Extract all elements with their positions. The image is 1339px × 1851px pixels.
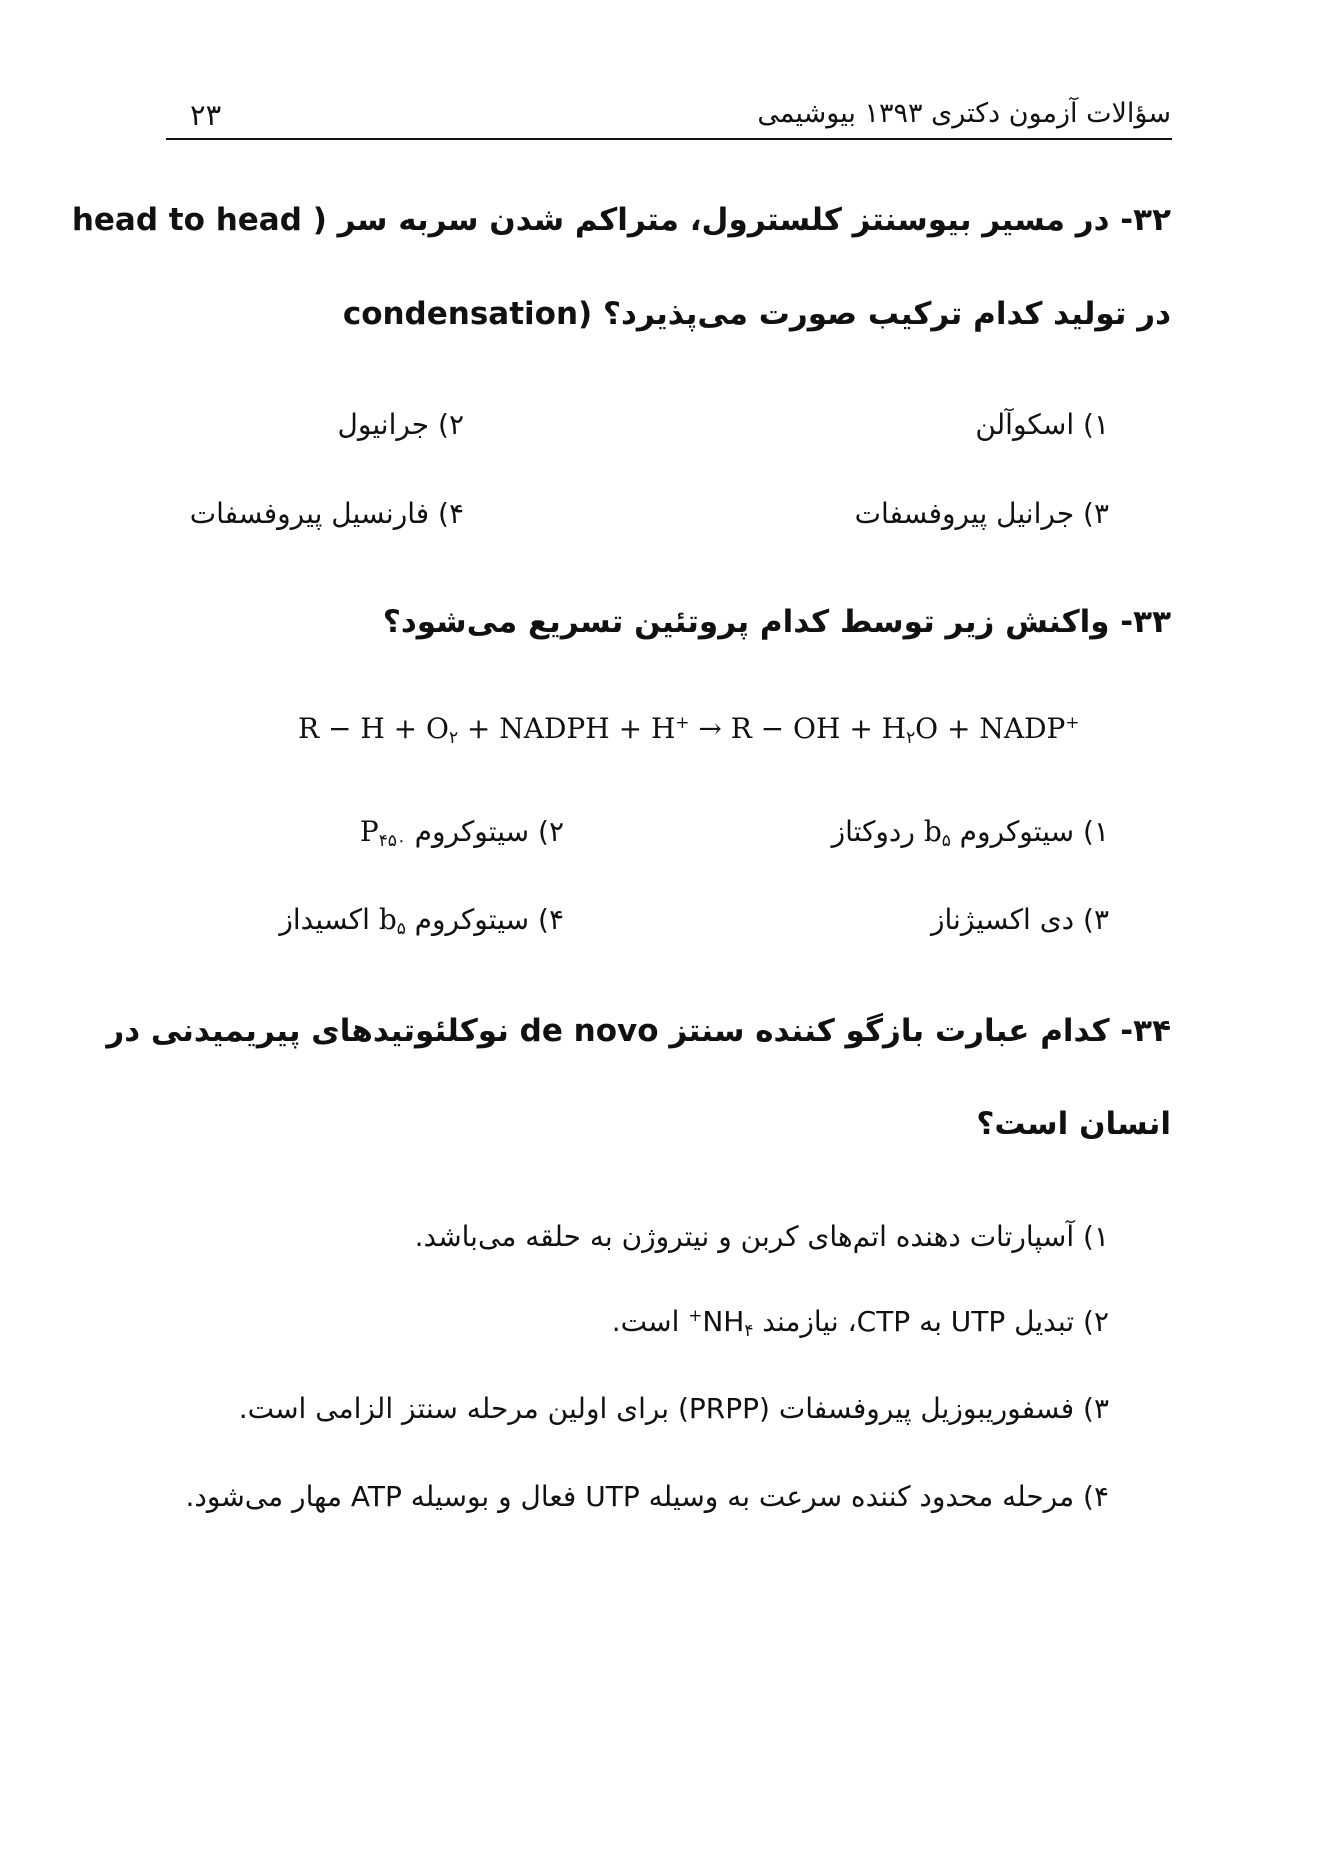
question-32-option-4: ۴) فارنسیل پیروفسفات <box>189 497 464 530</box>
option-text-after: اکسیداز <box>279 903 379 936</box>
question-33-option-1 <box>832 815 1109 850</box>
equation-part-2: + NADPH + H <box>458 712 676 745</box>
equation-part-3: R − OH + H <box>730 712 907 745</box>
option-text-after: ردوکتاز <box>831 815 924 848</box>
option-latin: b <box>378 903 397 936</box>
equation-part-4: O + NADP <box>915 712 1066 745</box>
option-latin: P <box>359 815 379 848</box>
option-text-after: است. <box>611 1305 689 1338</box>
question-33-line-1: ۳۳- واکنش زیر توسط کدام پروتئین تسریع می‌شود؟ <box>382 604 1171 640</box>
question-32-option-1: ۱) اسکوآلن <box>975 408 1109 441</box>
equation-subscript-1: ۲ <box>448 727 458 747</box>
equation-part-1: R − H + O <box>298 712 449 745</box>
question-34-option-2 <box>612 1305 1109 1340</box>
option-subscript: ۴ <box>744 1320 754 1340</box>
option-text: ۴) سیتوکروم <box>405 903 564 936</box>
option-subscript: ۵ <box>396 918 406 938</box>
question-34-line-1: ۳۴- کدام عبارت بازگو کننده سنتز de novo نوکلئوتیدهای پیریمیدنی در <box>106 1013 1171 1049</box>
question-32-line-1: ۳۲- در مسیر بیوسنتز کلسترول، متراکم شدن سربه سر ( head to head <box>71 202 1171 238</box>
question-33-option-2 <box>360 815 564 850</box>
page-header-title: سؤالات آزمون دکتری ۱۳۹۳ بیوشیمی <box>757 98 1171 129</box>
question-32-option-3: ۳) جرانیل پیروفسفات <box>854 497 1109 530</box>
option-text: ۲) تبدیل UTP به CTP، نیازمند NH <box>702 1305 1109 1338</box>
question-32-line-2: condensation) در تولید کدام ترکیب صورت می‌پذیرد؟ <box>342 296 1171 332</box>
option-latin: b <box>923 815 942 848</box>
question-34-line-2: انسان است؟ <box>976 1106 1171 1142</box>
question-33-option-4 <box>279 903 564 938</box>
question-32-option-2: ۲) جرانیول <box>337 408 464 441</box>
option-superscript: + <box>688 1305 703 1325</box>
question-34-option-3: ۳) فسفوریبوزیل پیروفسفات (PRPP) برای اولین مرحله سنتز الزامی است. <box>238 1392 1109 1425</box>
question-34-option-1: ۱) آسپارتات دهنده اتم‌های کربن و نیتروژن به حلقه می‌باشد. <box>414 1220 1109 1253</box>
question-34-option-4: ۴) مرحله محدود کننده سرعت به وسیله UTP فعال و بوسیله ATP مهار می‌شود. <box>185 1480 1109 1513</box>
option-text: ۳) دی اکسیژناز <box>931 903 1109 936</box>
option-subscript: ۵ <box>941 830 951 850</box>
equation-superscript-1: + <box>675 712 690 732</box>
equation-subscript-2: ۲ <box>906 727 916 747</box>
equation-superscript-2: + <box>1065 712 1080 732</box>
page-number: ۲۳ <box>190 98 222 132</box>
reaction-equation <box>298 712 1079 747</box>
question-33-option-3 <box>931 903 1109 936</box>
option-text: ۲) سیتوکروم <box>405 815 564 848</box>
reaction-arrow: → <box>689 712 731 745</box>
option-text: ۱) سیتوکروم <box>950 815 1109 848</box>
option-subscript: ۴۵۰ <box>378 830 406 850</box>
header-divider <box>166 138 1172 140</box>
